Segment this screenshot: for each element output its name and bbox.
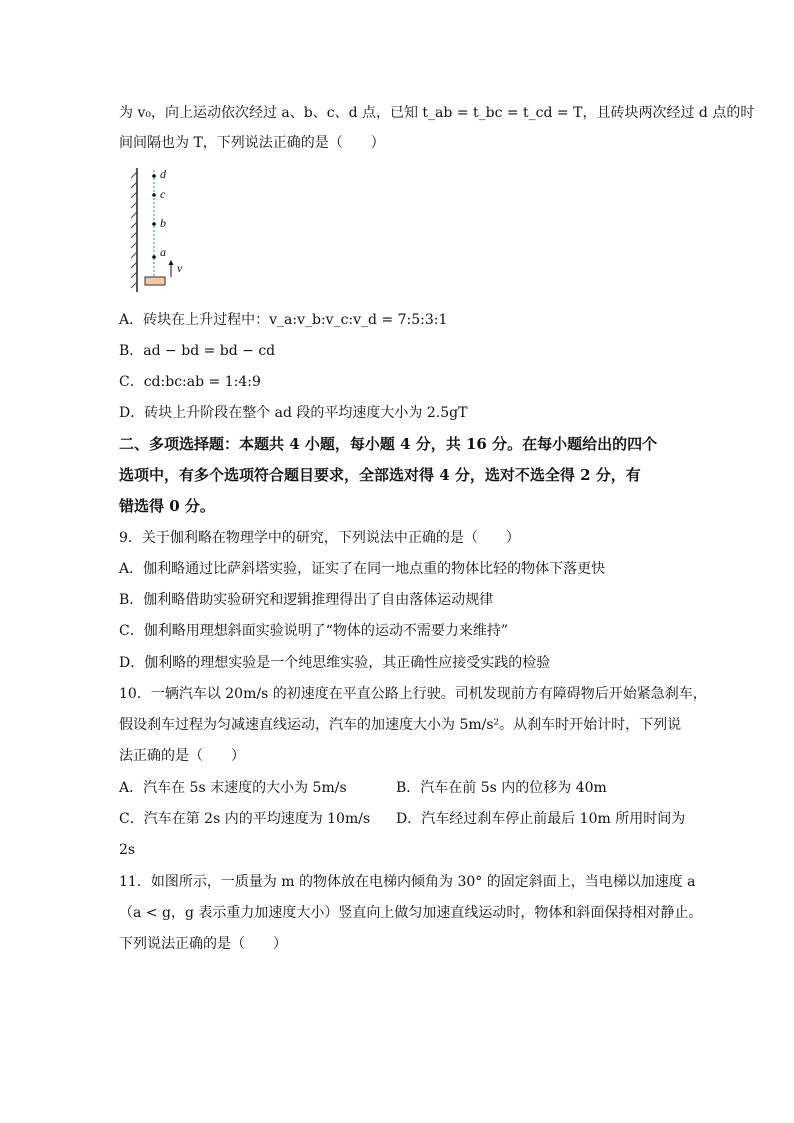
- label-a: a: [160, 245, 166, 259]
- brick-wall-figure: [120, 164, 200, 294]
- q10-stem-line1: 10．一辆汽车以 20m/s 的初速度在平直公路上行驶。司机发现前方有障碍物后开始紧急刹车，: [119, 686, 707, 702]
- point-b: [152, 222, 156, 226]
- q8-stem-line2: 间间隔也为 T，下列说法正确的是（ ）: [119, 135, 385, 151]
- q10-option-d-cont: 2s: [119, 842, 136, 858]
- q11-stem-line2: （a < g，g 表示重力加速度大小）竖直向上做匀加速直线运动时，物体和斜面保持相对静止。: [119, 905, 703, 921]
- q10-option-a: A．汽车在 5s 末速度的大小为 5m/s: [119, 780, 347, 796]
- q10-option-d: D．汽车经过刹车停止前最后 10m 所用时间为: [396, 811, 686, 827]
- brick: [145, 277, 165, 285]
- label-v: v: [177, 261, 183, 275]
- q11-stem-line3: 下列说法正确的是（ ）: [119, 936, 287, 952]
- q10-stem-line3: 法正确的是（ ）: [119, 748, 245, 764]
- q8-option-c: C．cd:bc:ab = 1:4:9: [119, 374, 261, 390]
- point-c: [152, 193, 156, 197]
- q8-option-b: B．ad − bd = bd − cd: [119, 343, 276, 359]
- velocity-arrow-icon: [169, 260, 174, 265]
- q9-option-a: A．伽利略通过比萨斜塔实验，证实了在同一地点重的物体比轻的物体下落更快: [119, 561, 606, 577]
- q10-option-b: B．汽车在前 5s 内的位移为 40m: [396, 780, 607, 796]
- point-a: [152, 255, 156, 259]
- label-b: b: [160, 216, 166, 230]
- q8-option-d: D．砖块上升阶段在整个 ad 段的平均速度大小为 2.5gT: [119, 405, 468, 421]
- q11-stem-line1: 11．如图所示，一质量为 m 的物体放在电梯内倾角为 30° 的固定斜面上，当电梯以加速度 a: [119, 874, 696, 890]
- q8-option-a: A．砖块在上升过程中：v_a:v_b:v_c:v_d = 7:5:3:1: [119, 312, 448, 328]
- section2-heading-line3: 错选得 0 分。: [119, 497, 215, 515]
- label-d: d: [160, 167, 166, 181]
- q10-stem-line2: 假设刹车过程为匀减速直线运动，汽车的加速度大小为 5m/s²。从刹车时开始计时，下列说: [119, 717, 682, 733]
- q10-option-c: C．汽车在第 2s 内的平均速度为 10m/s: [119, 811, 371, 827]
- section2-heading-line1: 二、多项选择题：本题共 4 小题，每小题 4 分，共 16 分。在每小题给出的四个: [119, 435, 658, 453]
- q9-option-c: C．伽利略用理想斜面实验说明了“物体的运动不需要力来维持”: [119, 623, 509, 639]
- point-d: [152, 174, 156, 178]
- q9-option-d: D．伽利略的理想实验是一个纯思维实验，其正确性应接受实践的检验: [119, 655, 551, 671]
- q8-stem-line1: 为 v₀，向上运动依次经过 a、b、c、d 点，已知 t_ab = t_bc = t_cd = T，且砖块两次经过 d 点的时: [119, 105, 755, 121]
- q9-stem: 9．关于伽利略在物理学中的研究，下列说法中正确的是（ ）: [119, 530, 520, 546]
- section2-heading-line2: 选项中，有多个选项符合题目要求，全部选对得 4 分，选对不选全得 2 分，有: [119, 466, 641, 484]
- q9-option-b: B．伽利略借助实验研究和逻辑推理得出了自由落体运动规律: [119, 592, 494, 608]
- label-c: c: [160, 187, 166, 201]
